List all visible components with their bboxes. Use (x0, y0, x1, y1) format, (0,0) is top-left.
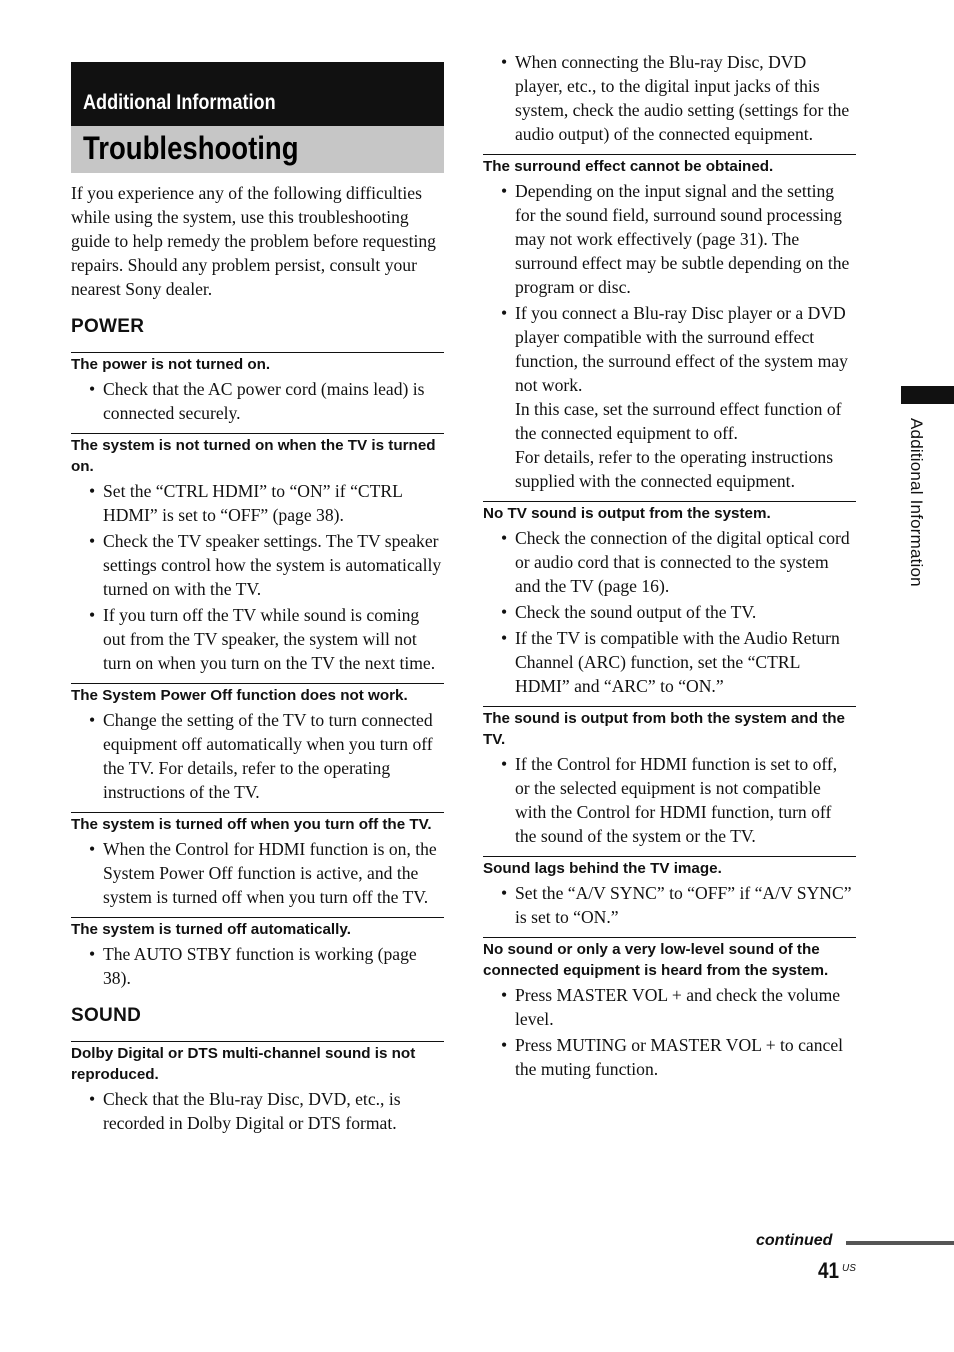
solution-list (483, 983, 856, 1081)
side-tab-label: Additional Information (907, 418, 926, 587)
problem-heading: No sound or only a very low-level sound of the connected equipment is heard from the system. (483, 937, 856, 981)
continued-label: continued (756, 1232, 833, 1249)
list-item: • If the TV is compatible with the Audio Return Channel (ARC) function, set the “CTRL HDMI” and “ARC” to “ON.” (501, 628, 840, 696)
solution-list (71, 942, 444, 990)
list-item: • When connecting the Blu-ray Disc, DVD player, etc., to the digital input jacks of this system, check the audio setting (settings for the audio output) of the connected equipment. (501, 52, 850, 144)
problem-heading: The surround effect cannot be obtained. (483, 154, 856, 177)
list-item: • If the Control for HDMI function is set to off, or the selected equipment is not compatible with the Control for HDMI function, turn off the sound of the system or the TV. (501, 754, 838, 846)
solution-list (483, 526, 856, 698)
intro-paragraph: If you experience any of the following difficulties while using the system, use this troubleshooting guide to help remedy the problem before requesting repairs. Should any problem persist, consult your nearest Sony dealer. (71, 183, 436, 299)
list-item: • Check the sound output of the TV. (501, 602, 757, 622)
problem-heading: No TV sound is output from the system. (483, 501, 856, 524)
bullet-icon: • (501, 528, 508, 548)
list-item: • If you connect a Blu-ray Disc player or a DVD player compatible with the surround effect function, the surround effect of the system may not work. In this case, set the surround effect function of the connected equipment to off. For details, refer to the operating instructions supplied with the connected equipment. (501, 303, 848, 491)
category-banner (71, 62, 444, 126)
bullet-icon: • (89, 839, 96, 859)
title-banner (71, 126, 444, 173)
bullet-icon: • (501, 883, 508, 903)
solution-list (483, 881, 856, 929)
side-tab-marker (901, 386, 954, 404)
problem-heading: The system is not turned on when the TV is turned on. (71, 433, 444, 477)
list-item: • Press MASTER VOL + and check the volume level. (501, 985, 841, 1029)
bullet-icon: • (501, 52, 508, 72)
list-item: • The AUTO STBY function is working (page 38). (89, 944, 417, 988)
list-item: • Set the “CTRL HDMI” to “ON” if “CTRL HDMI” is set to “OFF” (page 38). (89, 481, 403, 525)
list-item: • Check that the Blu-ray Disc, DVD, etc., is recorded in Dolby Digital or DTS format. (89, 1089, 401, 1133)
bullet-icon: • (89, 605, 96, 625)
list-item: • When the Control for HDMI function is on, the System Power Off function is active, and the system is turned off when you turn off the TV. (89, 839, 437, 907)
solution-list (71, 708, 444, 804)
bullet-icon: • (89, 531, 96, 551)
solution-list (71, 837, 444, 909)
page-title: Troubleshooting (83, 130, 299, 166)
bullet-icon: • (501, 1035, 508, 1055)
list-item: • Check the TV speaker settings. The TV speaker settings control how the system is automatically turned on with the TV. (89, 531, 442, 599)
list-item: • Set the “A/V SYNC” to “OFF” if “A/V SYNC” is set to “ON.” (501, 883, 852, 927)
solution-list (71, 1087, 444, 1135)
bullet-icon: • (501, 985, 508, 1005)
list-item: • Check the connection of the digital optical cord or audio cord that is connected to the system and the TV (page 16). (501, 528, 850, 596)
solution-list (71, 377, 444, 425)
problem-heading: The system is turned off automatically. (71, 917, 444, 940)
bullet-icon: • (89, 944, 96, 964)
problem-heading: Sound lags behind the TV image. (483, 856, 856, 879)
bullet-icon: • (89, 1089, 96, 1109)
list-item: • Press MUTING or MASTER VOL + to cancel the muting function. (501, 1035, 844, 1079)
right-column (483, 50, 856, 1083)
list-item: • Depending on the input signal and the setting for the sound field, surround sound processing may not work effectively (page 31). The surround effect may be subtle depending on the program or disc. (501, 181, 850, 297)
bullet-icon: • (501, 303, 508, 323)
bullet-icon: • (89, 379, 96, 399)
section-heading-sound: SOUND (71, 1005, 142, 1026)
bullet-icon: • (89, 481, 96, 501)
problem-heading: The sound is output from both the system and the TV. (483, 706, 856, 750)
solution-list (71, 479, 444, 675)
bullet-icon: • (501, 628, 508, 648)
list-item: • If you turn off the TV while sound is coming out from the TV speaker, the system will not turn on when you turn on the TV the next time. (89, 605, 436, 673)
bullet-icon: • (501, 754, 508, 774)
solution-list (483, 50, 856, 146)
problem-heading: The power is not turned on. (71, 352, 444, 375)
section-heading-power: POWER (71, 316, 145, 337)
problem-heading: The system is turned off when you turn off the TV. (71, 812, 444, 835)
category-title: Additional Information (83, 91, 276, 114)
problem-heading: Dolby Digital or DTS multi-channel sound is not reproduced. (71, 1041, 444, 1085)
solution-list (483, 752, 856, 848)
page-region: US (842, 1263, 856, 1274)
page-number: 41 (818, 1258, 840, 1283)
list-item: • Check that the AC power cord (mains lead) is connected securely. (89, 379, 425, 423)
bullet-icon: • (89, 710, 96, 730)
left-column (71, 180, 444, 1137)
bullet-icon: • (501, 602, 508, 622)
list-item: • Change the setting of the TV to turn connected equipment off automatically when you turn off the TV. For details, refer to the operating instructions of the TV. (89, 710, 433, 802)
solution-list (483, 179, 856, 493)
problem-heading: The System Power Off function does not work. (71, 683, 444, 706)
bullet-icon: • (501, 181, 508, 201)
continued-rule (846, 1241, 954, 1245)
